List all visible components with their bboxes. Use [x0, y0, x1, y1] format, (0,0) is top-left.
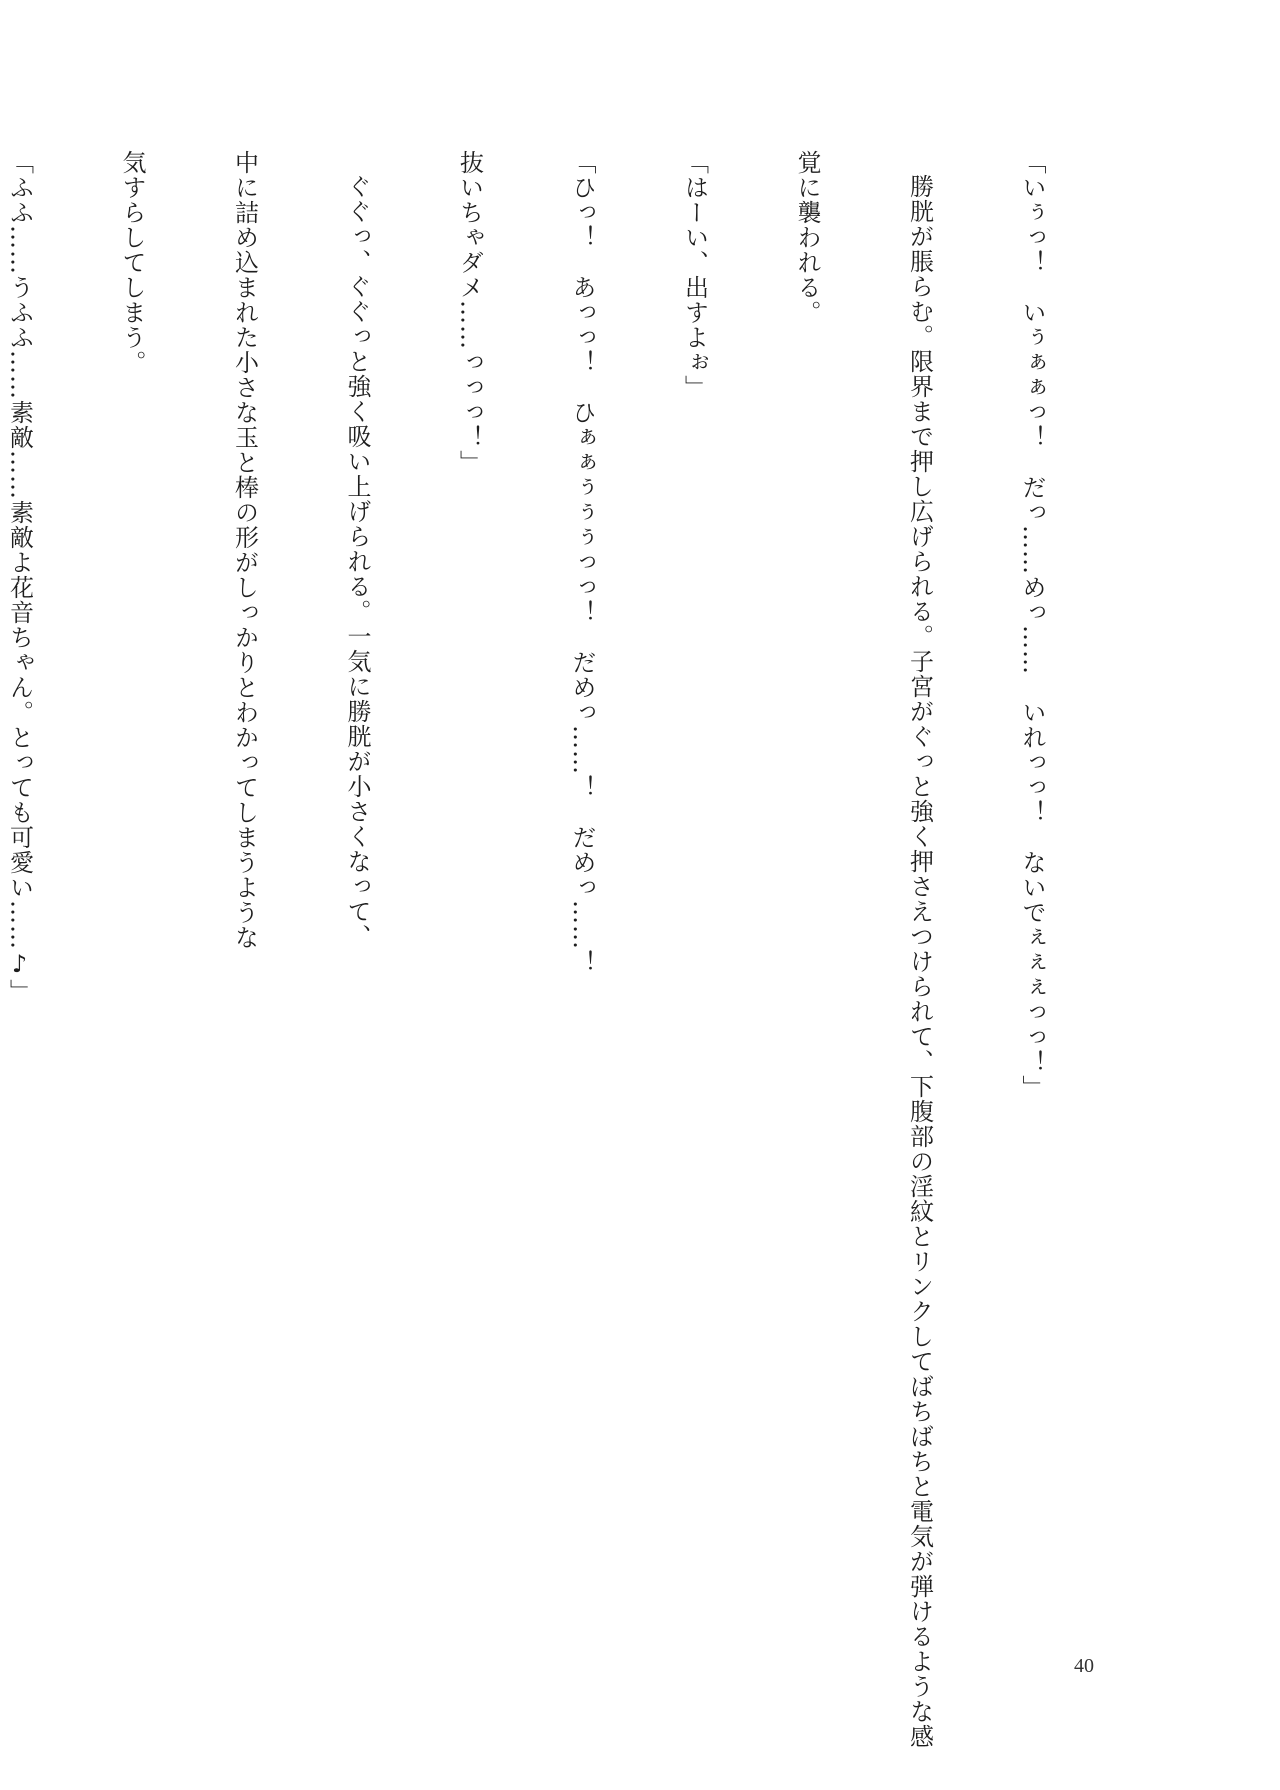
text-line: 「ふふ……うふふ……素敵……素敵よ花音ちゃん。とっても可愛い……♪」 [5, 150, 34, 1004]
text-line: 覚に襲われる。 [793, 150, 821, 325]
text-line: 「いぅっ！ いぅぁぁっ！ だっ……めっ…… いれっっ！ ないでぇぇぇっっ！」 [1018, 150, 1046, 1100]
text-line: 「はーい、出すよぉ」 [680, 150, 709, 400]
page-number: 40 [1074, 1655, 1094, 1677]
text-line: ぐぐっ、ぐぐっと強く吸い上げられる。一気に勝胱が小さくなって、 [343, 174, 371, 949]
text-line: 気すらしてしまう。 [118, 150, 146, 375]
text-line: 「ひっ！ あっっ！ ひぁぁぅぅぅっっ！ だめっ……！ だめっ……！ [568, 150, 596, 975]
text-line: 勝胱が脹らむ。限界まで押し広げられる。子宮がぐっと強く押さえつけられて、下腹部の淫紋とリンクしてばちばちと電気が弾けるような感 [905, 174, 934, 1749]
text-line: 抜いちゃダメ……っっっ！」 [455, 150, 484, 475]
vertical-text-body [0, 150, 1125, 1749]
text-line: 中に詰め込まれた小さな玉と棒の形がしっかりとわかってしまうような [230, 150, 259, 950]
